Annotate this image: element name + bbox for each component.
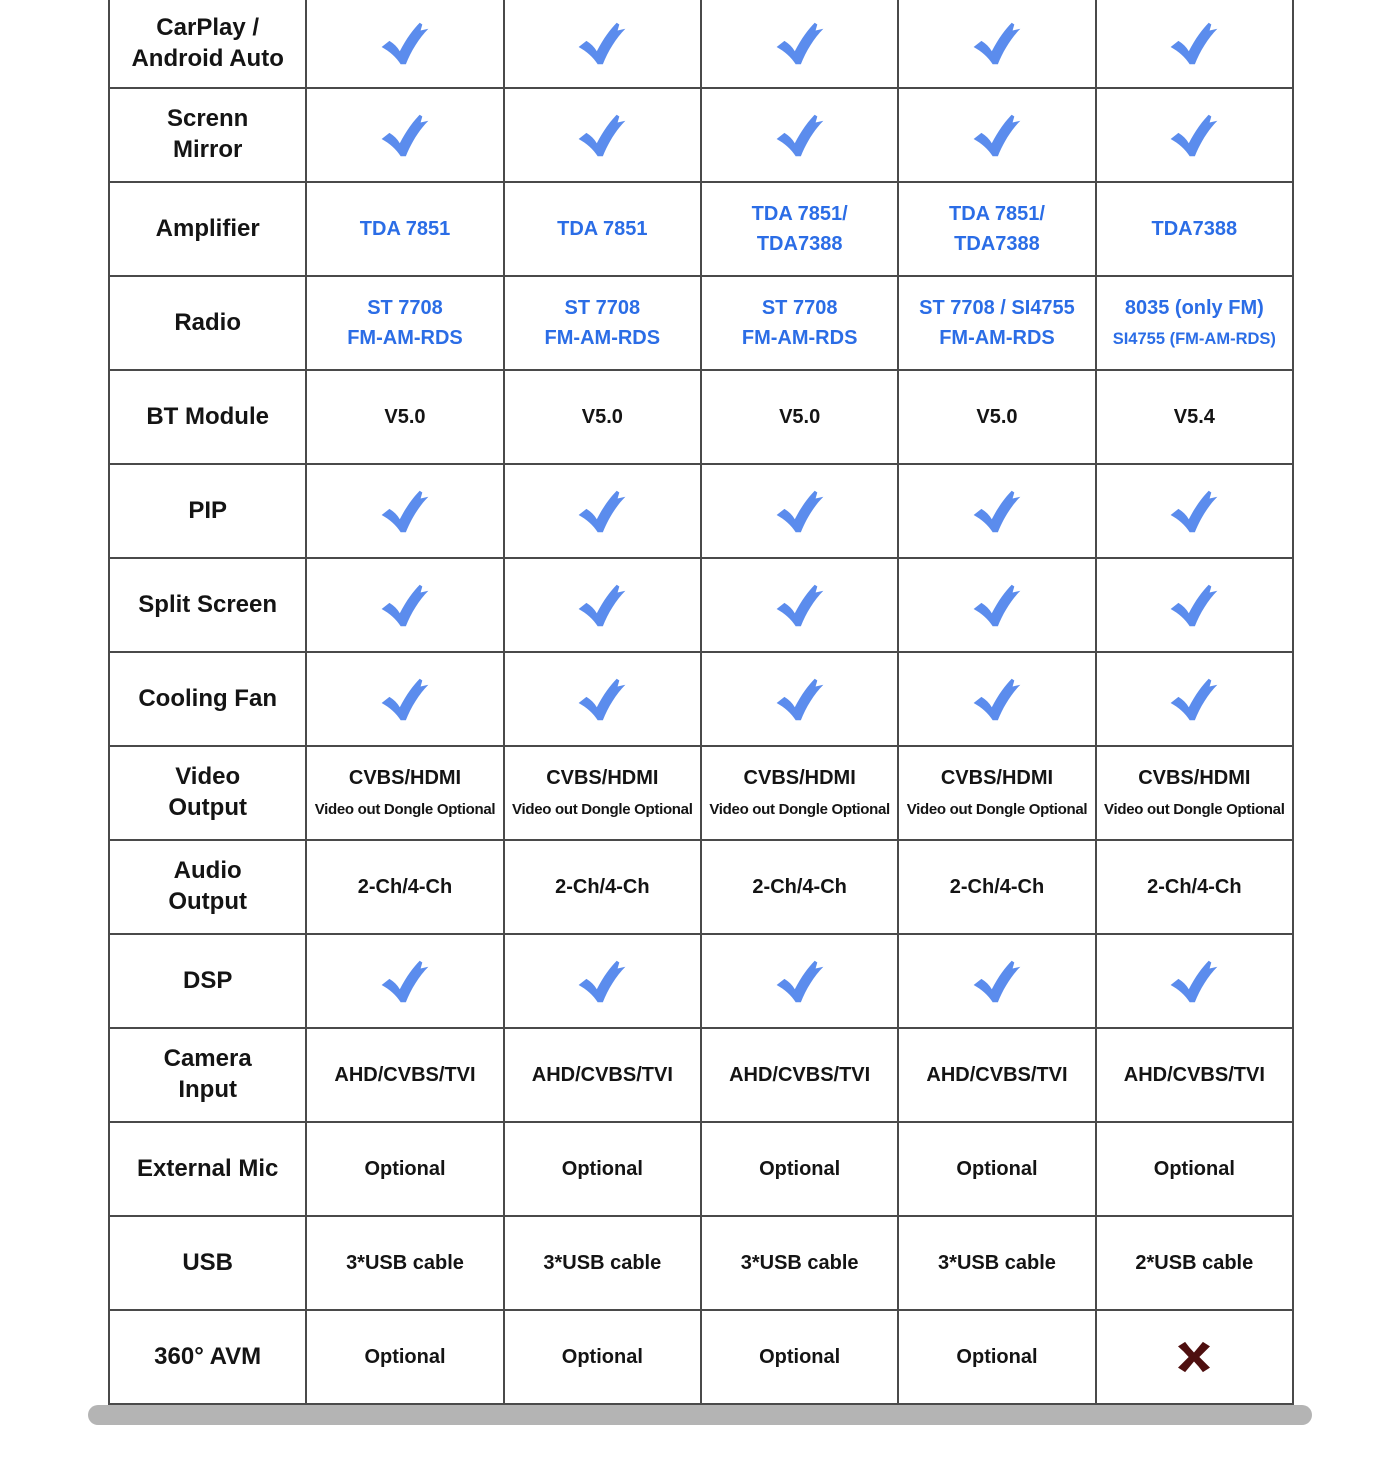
spec-value-cell bbox=[898, 1310, 1095, 1404]
check-cell bbox=[898, 558, 1095, 652]
spec-value-text: TDA 7851/ bbox=[751, 203, 848, 225]
feature-label-text: USB bbox=[182, 1248, 233, 1276]
check-icon bbox=[379, 583, 431, 628]
check-cell bbox=[898, 934, 1095, 1028]
check-cell bbox=[504, 652, 701, 746]
feature-label-text: Android Auto bbox=[131, 44, 284, 72]
spec-value-text: Video out Dongle Optional bbox=[1104, 801, 1285, 818]
spec-value-cell bbox=[306, 746, 503, 840]
spec-row-pip bbox=[109, 464, 1293, 558]
check-icon bbox=[379, 21, 431, 66]
check-icon bbox=[576, 113, 628, 158]
feature-label-text: PIP bbox=[188, 496, 227, 524]
spec-value-text: 2-Ch/4-Ch bbox=[357, 876, 453, 898]
feature-label-avm-360 bbox=[109, 1310, 306, 1404]
check-icon bbox=[971, 489, 1023, 534]
check-icon bbox=[774, 113, 826, 158]
spec-row-video-output bbox=[109, 746, 1293, 840]
spec-value-cell bbox=[1096, 276, 1293, 370]
feature-label-pip bbox=[109, 464, 306, 558]
spec-value-cell bbox=[1096, 1122, 1293, 1216]
spec-value-cell bbox=[306, 1028, 503, 1122]
spec-value-text: 2-Ch/4-Ch bbox=[1147, 876, 1242, 898]
spec-value-text: Optional bbox=[561, 1158, 643, 1180]
spec-value-text: FM-AM-RDS bbox=[741, 327, 858, 349]
spec-value-text: TDA 7851/ bbox=[948, 203, 1045, 225]
spec-value-text: AHD/CVBS/TVI bbox=[729, 1064, 871, 1086]
spec-value-cell bbox=[504, 1310, 701, 1404]
check-cell bbox=[701, 464, 898, 558]
check-cell bbox=[1096, 464, 1293, 558]
feature-label-carplay-android-auto bbox=[109, 0, 306, 88]
feature-label-camera-input bbox=[109, 1028, 306, 1122]
spec-value-cell bbox=[898, 370, 1095, 464]
spec-value-cell bbox=[504, 1028, 701, 1122]
spec-row-camera-input bbox=[109, 1028, 1293, 1122]
spec-value-cell bbox=[306, 182, 503, 276]
spec-value-text: FM-AM-RDS bbox=[544, 327, 661, 349]
spec-table-body bbox=[109, 0, 1293, 1404]
spec-value-cell bbox=[504, 1216, 701, 1310]
spec-value-text: CVBS/HDMI bbox=[743, 767, 856, 789]
check-icon bbox=[379, 959, 431, 1004]
spec-value-cell bbox=[1096, 1216, 1293, 1310]
spec-value-cell bbox=[504, 1122, 701, 1216]
check-cell bbox=[504, 934, 701, 1028]
check-icon bbox=[379, 489, 431, 534]
feature-label-screen-mirror bbox=[109, 88, 306, 182]
check-cell bbox=[306, 652, 503, 746]
spec-value-cell bbox=[306, 276, 503, 370]
spec-value-text: ST 7708 bbox=[367, 297, 443, 319]
check-cell bbox=[1096, 652, 1293, 746]
spec-value-cell bbox=[504, 746, 701, 840]
spec-value-text: AHD/CVBS/TVI bbox=[926, 1064, 1068, 1086]
check-cell bbox=[504, 558, 701, 652]
check-icon bbox=[774, 677, 826, 722]
spec-value-text: Optional bbox=[1153, 1158, 1235, 1180]
check-icon bbox=[1168, 677, 1220, 722]
spec-value-text: SI4755 (FM-AM-RDS) bbox=[1112, 330, 1276, 348]
check-cell bbox=[701, 88, 898, 182]
spec-value-text: V5.0 bbox=[384, 406, 426, 428]
spec-value-text: AHD/CVBS/TVI bbox=[334, 1064, 476, 1086]
spec-value-cell bbox=[701, 1122, 898, 1216]
spec-value-text: Optional bbox=[759, 1346, 841, 1368]
spec-row-avm-360 bbox=[109, 1310, 1293, 1404]
check-icon bbox=[971, 113, 1023, 158]
spec-value-text: Video out Dongle Optional bbox=[709, 801, 890, 818]
spec-value-text: TDA 7851 bbox=[359, 218, 451, 240]
check-cell bbox=[701, 934, 898, 1028]
spec-value-cell bbox=[898, 1216, 1095, 1310]
spec-value-cell bbox=[701, 182, 898, 276]
spec-row-radio bbox=[109, 276, 1293, 370]
feature-label-text: Output bbox=[168, 888, 247, 915]
spec-value-cell bbox=[1096, 182, 1293, 276]
spec-value-text: TDA7388 bbox=[954, 233, 1040, 255]
feature-label-text: 360° AVM bbox=[154, 1342, 262, 1370]
spec-value-cell bbox=[504, 840, 701, 934]
spec-value-text: Video out Dongle Optional bbox=[512, 801, 693, 818]
feature-label-cooling-fan bbox=[109, 652, 306, 746]
check-icon bbox=[379, 677, 431, 722]
check-icon bbox=[576, 21, 628, 66]
check-cell bbox=[701, 652, 898, 746]
feature-label-text: BT Module bbox=[146, 402, 269, 430]
feature-label-text: CarPlay / bbox=[156, 13, 260, 41]
feature-label-text: Input bbox=[178, 1076, 237, 1103]
cross-icon bbox=[1176, 1341, 1212, 1373]
spec-value-cell bbox=[701, 840, 898, 934]
check-icon bbox=[1168, 21, 1220, 66]
spec-value-cell bbox=[1096, 370, 1293, 464]
spec-value-text: AHD/CVBS/TVI bbox=[1123, 1064, 1265, 1086]
spec-value-cell bbox=[306, 1122, 503, 1216]
spec-row-dsp bbox=[109, 934, 1293, 1028]
spec-value-cell bbox=[306, 1310, 503, 1404]
spec-comparison-table bbox=[108, 0, 1294, 1405]
check-icon bbox=[971, 959, 1023, 1004]
spec-value-text: FM-AM-RDS bbox=[939, 327, 1055, 349]
spec-value-text: Optional bbox=[956, 1158, 1038, 1180]
check-icon bbox=[774, 583, 826, 628]
spec-value-cell bbox=[306, 840, 503, 934]
spec-value-cell bbox=[1096, 1028, 1293, 1122]
spec-value-text: CVBS/HDMI bbox=[1138, 767, 1251, 789]
check-icon bbox=[774, 959, 826, 1004]
check-icon bbox=[1168, 113, 1220, 158]
check-cell bbox=[898, 0, 1095, 88]
check-cell bbox=[1096, 558, 1293, 652]
feature-label-video-output bbox=[109, 746, 306, 840]
spec-value-text: CVBS/HDMI bbox=[546, 767, 659, 789]
spec-value-cell bbox=[701, 746, 898, 840]
feature-label-audio-output bbox=[109, 840, 306, 934]
check-cell bbox=[306, 464, 503, 558]
feature-label-text: DSP bbox=[182, 966, 233, 994]
spec-value-text: 8035 (only FM) bbox=[1124, 297, 1264, 319]
check-cell bbox=[898, 464, 1095, 558]
feature-label-text: Screnn bbox=[166, 105, 249, 133]
spec-value-text: Optional bbox=[364, 1158, 446, 1180]
check-cell bbox=[504, 88, 701, 182]
spec-value-cell bbox=[1096, 746, 1293, 840]
check-cell bbox=[306, 934, 503, 1028]
spec-row-amplifier bbox=[109, 182, 1293, 276]
spec-row-audio-output bbox=[109, 840, 1293, 934]
spec-value-cell bbox=[898, 1028, 1095, 1122]
spec-value-text: Video out Dongle Optional bbox=[906, 801, 1088, 818]
spec-value-text: TDA 7851 bbox=[557, 218, 648, 240]
check-icon bbox=[774, 21, 826, 66]
check-cell bbox=[898, 88, 1095, 182]
spec-row-external-mic bbox=[109, 1122, 1293, 1216]
spec-value-cell bbox=[898, 840, 1095, 934]
spec-value-cell bbox=[504, 370, 701, 464]
feature-label-external-mic bbox=[109, 1122, 306, 1216]
spec-value-cell bbox=[701, 276, 898, 370]
spec-value-text: 2*USB cable bbox=[1135, 1252, 1254, 1274]
spec-value-cell bbox=[1096, 840, 1293, 934]
feature-label-text: External Mic bbox=[136, 1154, 279, 1182]
spec-value-text: AHD/CVBS/TVI bbox=[531, 1064, 673, 1086]
check-cell bbox=[898, 652, 1095, 746]
check-icon bbox=[971, 21, 1023, 66]
spec-value-text: CVBS/HDMI bbox=[940, 767, 1054, 789]
spec-value-cell bbox=[701, 1028, 898, 1122]
check-cell bbox=[701, 0, 898, 88]
feature-label-text: Radio bbox=[174, 308, 241, 336]
check-cell bbox=[1096, 934, 1293, 1028]
spec-value-text: 3*USB cable bbox=[346, 1252, 464, 1274]
spec-value-text: Optional bbox=[364, 1346, 446, 1368]
spec-row-split-screen bbox=[109, 558, 1293, 652]
spec-value-cell bbox=[306, 1216, 503, 1310]
feature-label-text: Split Screen bbox=[138, 590, 278, 618]
spec-value-text: Video out Dongle Optional bbox=[314, 801, 496, 818]
feature-label-radio bbox=[109, 276, 306, 370]
check-icon bbox=[1168, 959, 1220, 1004]
spec-value-text: CVBS/HDMI bbox=[348, 767, 462, 789]
spec-value-text: TDA7388 bbox=[756, 233, 843, 255]
check-icon bbox=[379, 113, 431, 158]
spec-value-text: V5.0 bbox=[976, 406, 1018, 428]
spec-value-text: ST 7708 / SI4755 bbox=[919, 297, 1075, 319]
spec-value-text: V5.0 bbox=[581, 406, 623, 428]
spec-value-text: ST 7708 bbox=[564, 297, 641, 319]
check-cell bbox=[504, 0, 701, 88]
spec-value-cell bbox=[504, 276, 701, 370]
check-icon bbox=[576, 489, 628, 534]
spec-value-text: 2-Ch/4-Ch bbox=[555, 876, 650, 898]
spec-value-cell bbox=[898, 276, 1095, 370]
feature-label-text: Video bbox=[175, 763, 241, 791]
check-cell bbox=[306, 558, 503, 652]
check-icon bbox=[576, 583, 628, 628]
check-cell bbox=[1096, 88, 1293, 182]
feature-label-amplifier bbox=[109, 182, 306, 276]
spec-value-text: Optional bbox=[561, 1346, 643, 1368]
spec-value-text: 3*USB cable bbox=[740, 1252, 859, 1274]
feature-label-text: Cooling Fan bbox=[138, 684, 277, 712]
check-cell bbox=[504, 464, 701, 558]
check-icon bbox=[971, 583, 1023, 628]
spec-value-text: Optional bbox=[759, 1158, 841, 1180]
feature-label-dsp bbox=[109, 934, 306, 1028]
feature-label-split-screen bbox=[109, 558, 306, 652]
spec-value-cell bbox=[701, 370, 898, 464]
spec-row-screen-mirror bbox=[109, 88, 1293, 182]
spec-value-text: 3*USB cable bbox=[543, 1252, 662, 1274]
feature-label-usb bbox=[109, 1216, 306, 1310]
feature-label-text: Mirror bbox=[172, 136, 243, 163]
spec-value-cell bbox=[898, 1122, 1095, 1216]
check-cell bbox=[306, 88, 503, 182]
spec-value-text: Optional bbox=[956, 1346, 1038, 1368]
check-cell bbox=[306, 0, 503, 88]
check-icon bbox=[576, 677, 628, 722]
spec-value-text: 2-Ch/4-Ch bbox=[752, 876, 847, 898]
spec-value-cell bbox=[504, 182, 701, 276]
check-icon bbox=[774, 489, 826, 534]
check-cell bbox=[1096, 0, 1293, 88]
cross-cell bbox=[1096, 1310, 1293, 1404]
check-cell bbox=[701, 558, 898, 652]
spec-value-cell bbox=[898, 182, 1095, 276]
feature-label-text: Output bbox=[168, 794, 247, 821]
feature-label-text: Amplifier bbox=[155, 214, 260, 242]
spec-value-text: V5.0 bbox=[779, 406, 821, 428]
spec-value-cell bbox=[306, 370, 503, 464]
check-icon bbox=[1168, 583, 1220, 628]
spec-row-cooling-fan bbox=[109, 652, 1293, 746]
spec-row-carplay-android-auto bbox=[109, 0, 1293, 88]
spec-row-bt-module bbox=[109, 370, 1293, 464]
check-icon bbox=[971, 677, 1023, 722]
spec-value-text: FM-AM-RDS bbox=[347, 327, 463, 349]
spec-value-text: ST 7708 bbox=[761, 297, 838, 319]
horizontal-scrollbar-thumb[interactable] bbox=[88, 1405, 1312, 1425]
spec-value-text: TDA7388 bbox=[1151, 218, 1238, 240]
feature-label-bt-module bbox=[109, 370, 306, 464]
check-icon bbox=[1168, 489, 1220, 534]
spec-value-cell bbox=[701, 1216, 898, 1310]
spec-value-text: 2-Ch/4-Ch bbox=[949, 876, 1045, 898]
check-icon bbox=[576, 959, 628, 1004]
spec-row-usb bbox=[109, 1216, 1293, 1310]
feature-label-text: Audio bbox=[173, 857, 242, 885]
feature-label-text: Camera bbox=[163, 1045, 252, 1073]
spec-value-text: V5.4 bbox=[1173, 406, 1215, 428]
spec-value-cell bbox=[701, 1310, 898, 1404]
spec-value-text: 3*USB cable bbox=[938, 1252, 1056, 1274]
spec-value-cell bbox=[898, 746, 1095, 840]
